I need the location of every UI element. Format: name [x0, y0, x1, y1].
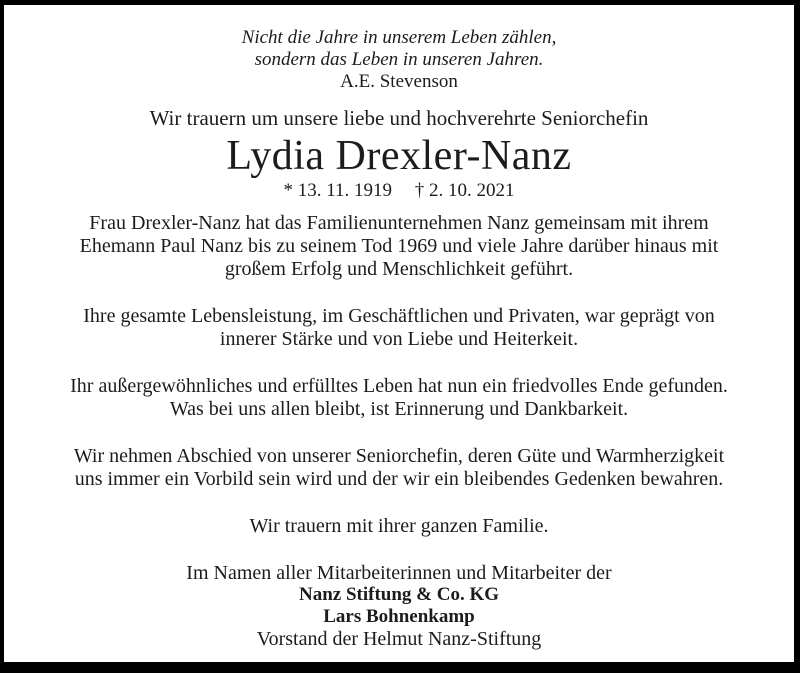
obituary-content [4, 5, 794, 650]
quote-block [28, 27, 770, 93]
paragraph-line: Ehemann Paul Nanz bis zu seinem Tod 1969 und viele Jahre darüber hinaus mit [79, 235, 719, 257]
closing-block [28, 562, 770, 650]
paragraph-line: Frau Drexler-Nanz hat das Familienunternehmen Nanz gemeinsam mit ihrem [89, 212, 709, 234]
dates-line [28, 179, 770, 203]
paragraph-achievement [28, 305, 770, 351]
closing-company: Nanz Stiftung & Co. KG [298, 584, 500, 605]
birth-date: * 13. 11. 1919 [283, 180, 393, 201]
family-line: Wir trauern mit ihrer ganzen Familie. [249, 515, 549, 537]
paragraph-peaceful-end [28, 375, 770, 421]
paragraph-career [28, 212, 770, 281]
closing-intro: Im Namen aller Mitarbeiterinnen und Mitarbeiter der [186, 562, 612, 584]
intro-line: Wir trauern um unsere liebe und hochverehrte Seniorchefin [149, 106, 649, 130]
paragraph-line: Was bei uns allen bleibt, ist Erinnerung und Dankbarkeit. [169, 398, 629, 420]
paragraph-line: großem Erfolg und Menschlichkeit geführt. [224, 258, 574, 280]
paragraph-line: Ihre gesamte Lebensleistung, im Geschäftlichen und Privaten, war geprägt von [83, 305, 715, 327]
paragraph-line: innerer Stärke und von Liebe und Heiterkeit. [219, 328, 579, 350]
closing-signatory: Lars Bohnenkamp [323, 606, 475, 627]
death-date: † 2. 10. 2021 [414, 180, 515, 201]
paragraph-farewell [28, 445, 770, 491]
paragraph-line: uns immer ein Vorbild sein wird und der wir ein bleibendes Gedenken bewahren. [74, 468, 724, 490]
deceased-name: Lydia Drexler-Nanz [226, 133, 572, 179]
closing-signatory-role: Vorstand der Helmut Nanz-Stiftung [256, 628, 542, 650]
paragraph-line: Ihr außergewöhnliches und erfülltes Leben hat nun ein friedvolles Ende gefunden. [70, 375, 728, 397]
paragraph-line: Wir nehmen Abschied von unserer Seniorchefin, deren Güte und Warmherzigkeit [73, 445, 725, 467]
quote-line-1: Nicht die Jahre in unserem Leben zählen, [241, 27, 557, 48]
quote-attribution: A.E. Stevenson [340, 71, 458, 92]
quote-line-2: sondern das Leben in unseren Jahren. [254, 49, 544, 70]
